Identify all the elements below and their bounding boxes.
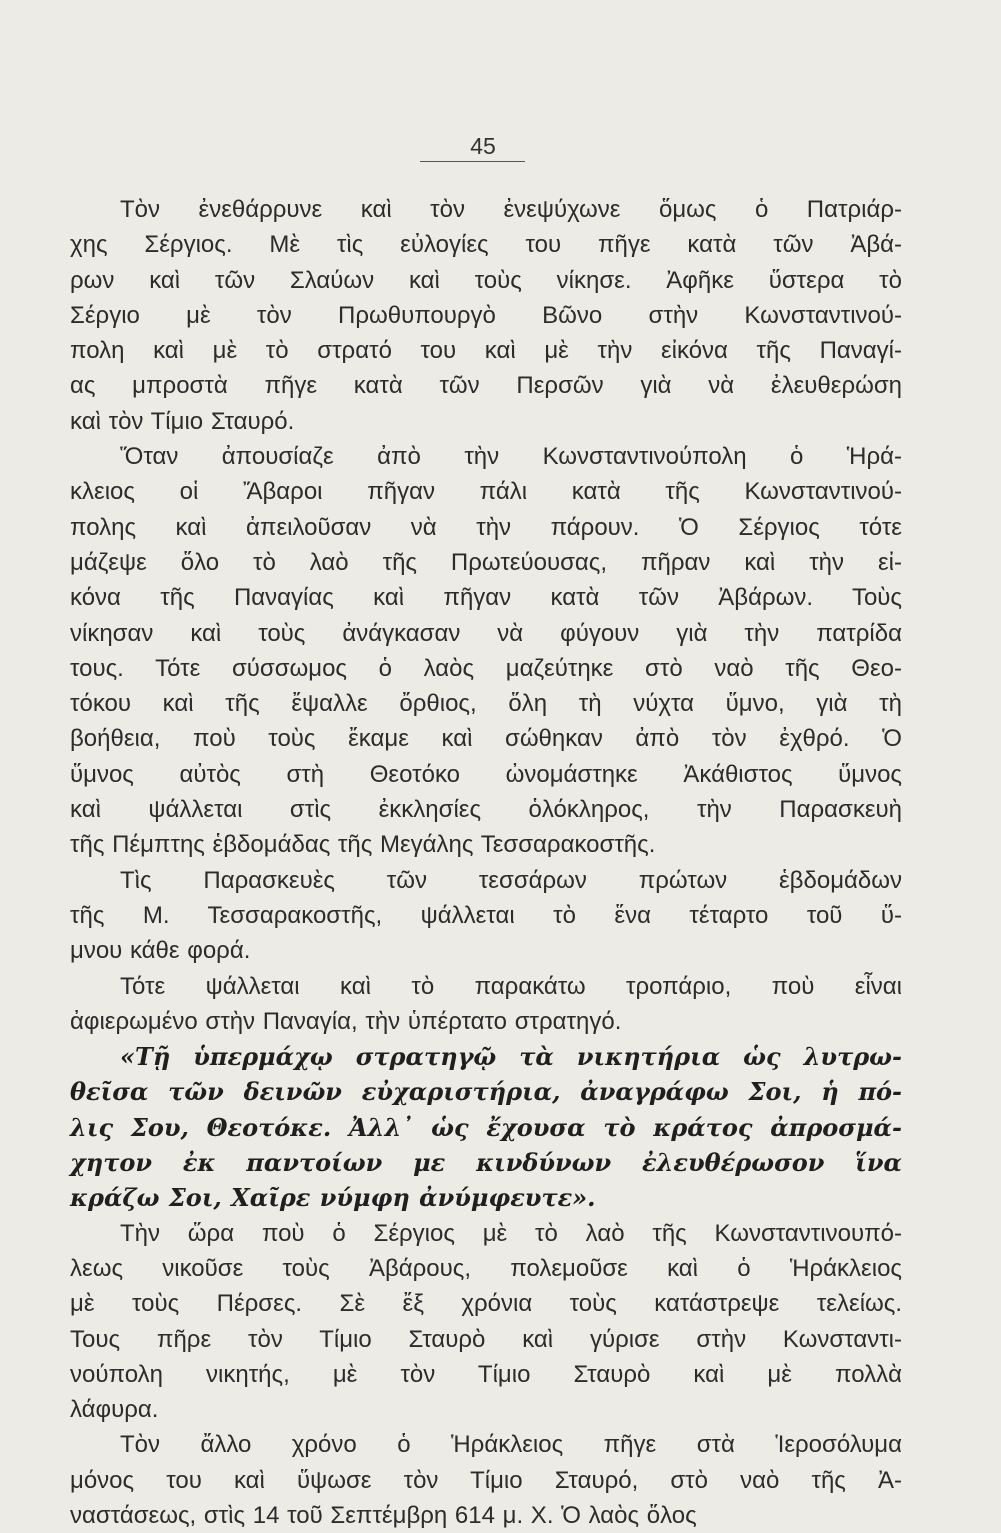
- paragraph: [70, 1216, 902, 1428]
- text-line: Τους πῆρε τὸν Τίμιο Σταυρὸ καὶ γύρισε στὴν Κωνσταντι-: [70, 1325, 902, 1353]
- text-line: τους. Τότε σύσσωμος ὁ λαὸς μαζεύτηκε στὸ ναὸ τῆς Θεο-: [70, 654, 902, 682]
- text-line: μνου κάθε φορά.: [70, 937, 251, 965]
- text-line: νίκησαν καὶ τοὺς ἀνάγκασαν νὰ φύγουν γιὰ τὴν πατρίδα: [70, 619, 902, 647]
- text-line: λάφυρα.: [70, 1396, 159, 1424]
- text-line: καὶ τὸν Τίμιο Σταυρό.: [70, 407, 295, 435]
- text-line: μὲ τοὺς Πέρσες. Σὲ ἔξ χρόνια τοὺς κατάστρεψε τελείως.: [70, 1290, 902, 1318]
- text-line: ας μπροστὰ πῆγε κατὰ τῶν Περσῶν γιὰ νὰ ἐλευθερώση: [70, 372, 902, 400]
- text-line: ὕμνος αὐτὸς στὴ Θεοτόκο ὠνομάστηκε Ἀκάθιστος ὕμνος: [70, 760, 902, 788]
- text-line: «Τῇ ὑπερμάχῳ στρατηγῷ τὰ νικητήρια ὡς λυτρω-: [120, 1042, 902, 1072]
- hymn-paragraph: [70, 1039, 902, 1215]
- text-line: Ὅταν ἀπουσίαζε ἀπὸ τὴν Κωνσταντινούπολη ὁ Ἡρά-: [120, 443, 902, 471]
- text-line: χης Σέργιος. Μὲ τὶς εὐλογίες του πῆγε κατὰ τῶν Ἀβά-: [70, 231, 902, 259]
- text-line: καὶ ψάλλεται στὶς ἐκκλησίες ὁλόκληρος, τὴν Παρασκευὴ: [70, 796, 902, 824]
- paragraph: [70, 192, 902, 439]
- text-line: κράζω Σοι, Χαῖρε νύμφη ἀνύμφευτε».: [70, 1183, 596, 1213]
- paragraph: [70, 969, 902, 1040]
- text-line: χητον ἐκ παντοίων με κινδύνων ἐλευθέρωσον ἵνα: [70, 1148, 902, 1178]
- text-line: λις Σου, Θεοτόκε. Ἀλλ᾽ ὡς ἔχουσα τὸ κράτος ἀπροσμά-: [70, 1112, 902, 1142]
- page-number-rule: [420, 161, 525, 162]
- text-line: βοήθεια, ποὺ τοὺς ἔκαμε καὶ σώθηκαν ἀπὸ τὸν ἐχθρό. Ὁ: [70, 725, 902, 753]
- text-line: τόκου καὶ τῆς ἔψαλλε ὄρθιος, ὅλη τὴ νύχτα ὕμνο, γιὰ τὴ: [70, 690, 902, 718]
- text-line: νούπολη νικητής, μὲ τὸν Τίμιο Σταυρὸ καὶ μὲ πολλὰ: [70, 1360, 902, 1388]
- text-line: Σέργιο μὲ τὸν Πρωθυπουργὸ Βῶνο στὴν Κωνσταντινού-: [70, 301, 902, 329]
- page-number: 45: [470, 133, 496, 159]
- text-line: τῆς Πέμπτης ἑβδομάδας τῆς Μεγάλης Τεσσαρακοστῆς.: [70, 831, 656, 859]
- text-line: κόνα τῆς Παναγίας καὶ πῆγαν κατὰ τῶν Ἀβάρων. Τοὺς: [70, 584, 902, 612]
- text-line: πολη καὶ μὲ τὸ στρατό του καὶ μὲ τὴν εἰκόνα τῆς Παναγί-: [70, 337, 902, 365]
- text-line: κλειος οἱ Ἄβαροι πῆγαν πάλι κατὰ τῆς Κωνσταντινού-: [70, 478, 902, 506]
- text-line: μόνος του καὶ ὕψωσε τὸν Τίμιο Σταυρό, στὸ ναὸ τῆς Ἀ-: [70, 1466, 902, 1494]
- text-line: ναστάσεως, στὶς 14 τοῦ Σεπτέμβρη 614 μ. Χ. Ὁ λαὸς ὅλος: [70, 1501, 697, 1529]
- page-body: [70, 192, 902, 1533]
- text-line: ρων καὶ τῶν Σλαύων καὶ τοὺς νίκησε. Ἀφῆκε ὕστερα τὸ: [70, 266, 902, 294]
- paragraph: [70, 863, 902, 969]
- text-line: Τὴν ὥρα ποὺ ὁ Σέργιος μὲ τὸ λαὸ τῆς Κωνσταντινουπό-: [120, 1219, 902, 1247]
- paragraph: [70, 1427, 902, 1533]
- text-line: Τὸν ἄλλο χρόνο ὁ Ἡράκλειος πῆγε στὰ Ἱεροσόλυμα: [120, 1431, 902, 1459]
- text-line: Τὸν ἐνεθάρρυνε καὶ τὸν ἐνεψύχωνε ὅμως ὁ Πατριάρ-: [120, 196, 902, 223]
- text-line: ἀφιερωμένο στὴν Παναγία, τὴν ὑπέρτατο στρατηγό.: [70, 1007, 622, 1035]
- text-line: Τὶς Παρασκευὲς τῶν τεσσάρων πρώτων ἑβδομάδων: [120, 866, 902, 894]
- text-line: λεως νικοῦσε τοὺς Ἀβάρους, πολεμοῦσε καὶ ὁ Ἡράκλειος: [70, 1254, 902, 1282]
- text-line: τῆς Μ. Τεσσαρακοστῆς, ψάλλεται τὸ ἕνα τέταρτο τοῦ ὕ-: [70, 901, 902, 929]
- paragraph: [70, 439, 902, 863]
- text-line: πολης καὶ ἀπειλοῦσαν νὰ τὴν πάρουν. Ὁ Σέργιος τότε: [70, 513, 902, 541]
- text-line: μάζεψε ὅλο τὸ λαὸ τῆς Πρωτεύουσας, πῆραν καὶ τὴν εἰ-: [70, 548, 902, 576]
- text-line: Τότε ψάλλεται καὶ τὸ παρακάτω τροπάριο, ποὺ εἶναι: [120, 972, 902, 1000]
- text-line: θεῖσα τῶν δεινῶν εὐχαριστήρια, ἀναγράφω Σοι, ἡ πό-: [70, 1077, 902, 1107]
